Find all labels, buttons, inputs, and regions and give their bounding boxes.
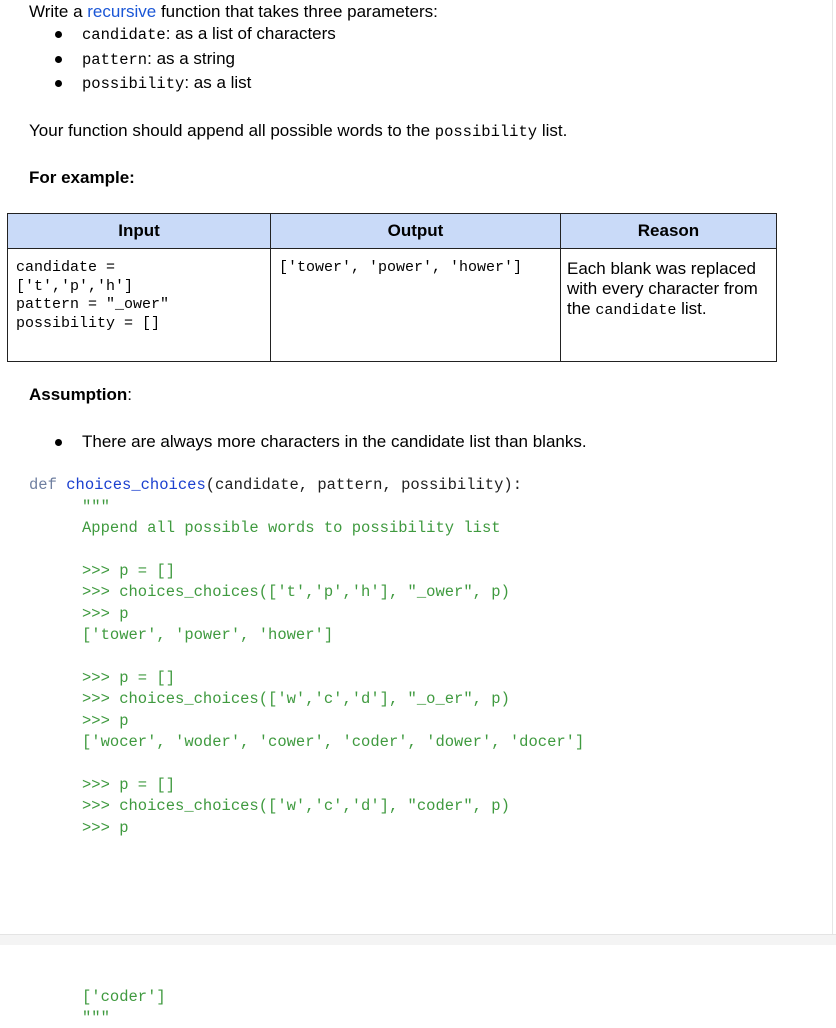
- param-desc: : as a list: [184, 73, 252, 92]
- code-line: >>> p: [82, 712, 129, 730]
- code-line: ['coder']: [82, 988, 166, 1006]
- list-item: [55, 24, 336, 49]
- table-row: [8, 249, 777, 362]
- table-header-row: [8, 214, 777, 249]
- intro-prefix: Write a: [29, 2, 88, 21]
- function-name: choices_choices: [66, 476, 206, 494]
- param-desc: : as a string: [147, 48, 235, 68]
- reason-code: candidate: [595, 302, 677, 319]
- assumption-heading: [29, 385, 132, 405]
- document-page-2: [0, 945, 836, 1027]
- intro-sentence: [29, 2, 438, 22]
- code-line: >>> choices_choices(['t','p','h'], "_ower", p): [82, 583, 510, 601]
- parameter-list: [55, 24, 336, 98]
- function-params: (candidate, pattern, possibility):: [205, 476, 523, 494]
- append-code: possibility: [434, 123, 538, 141]
- reason-suffix: list.: [676, 299, 707, 318]
- assumption-bullet: There are always more characters in the candidate list than blanks.: [55, 432, 587, 452]
- header-reason: Reason: [561, 214, 777, 249]
- def-keyword: def: [29, 476, 57, 494]
- function-signature: [29, 475, 522, 495]
- intro-suffix: function that takes three parameters:: [156, 2, 438, 21]
- input-cell: candidate = ['t','p','h'] pattern = "_ower" possibility = []: [8, 249, 271, 362]
- page-separator: [0, 934, 836, 945]
- param-name: possibility: [82, 75, 185, 93]
- code-line: >>> p = []: [82, 669, 176, 687]
- docstring-line: Append all possible words to possibility list: [82, 519, 501, 537]
- code-line: ['tower', 'power', 'hower']: [82, 626, 334, 644]
- example-heading: For example:: [29, 168, 135, 187]
- header-output: Output: [271, 214, 561, 249]
- reason-cell: [561, 249, 777, 362]
- code-line: >>> p = []: [82, 562, 176, 580]
- append-suffix: list.: [537, 121, 568, 140]
- example-table: [7, 213, 777, 362]
- output-cell: ['tower', 'power', 'hower']: [271, 249, 561, 362]
- code-line: >>> choices_choices(['w','c','d'], "_o_er", p): [82, 690, 510, 708]
- recursive-link[interactable]: recursive: [87, 2, 157, 21]
- code-line: ['wocer', 'woder', 'cower', 'coder', 'dower', 'docer']: [82, 733, 585, 751]
- param-name: candidate: [82, 26, 166, 44]
- code-line: >>> p: [82, 605, 129, 623]
- assumption-colon: :: [127, 385, 132, 404]
- param-name: pattern: [82, 50, 148, 69]
- reason-text: Each blank was replaced with every character from the: [567, 259, 758, 318]
- list-item: [55, 49, 336, 74]
- docstring-open: """: [82, 498, 110, 516]
- assumption-label: Assumption: [29, 385, 128, 404]
- code-line: >>> p: [82, 819, 129, 837]
- append-prefix: Your function should append all possible words to the: [29, 121, 435, 140]
- header-input: Input: [8, 214, 271, 249]
- append-instruction: [29, 121, 567, 142]
- code-line: >>> p = []: [82, 776, 176, 794]
- code-line: >>> choices_choices(['w','c','d'], "coder", p): [82, 797, 510, 815]
- list-item: [55, 73, 336, 98]
- docstring-close: """: [82, 1009, 110, 1027]
- param-desc: : as a list of characters: [165, 24, 336, 43]
